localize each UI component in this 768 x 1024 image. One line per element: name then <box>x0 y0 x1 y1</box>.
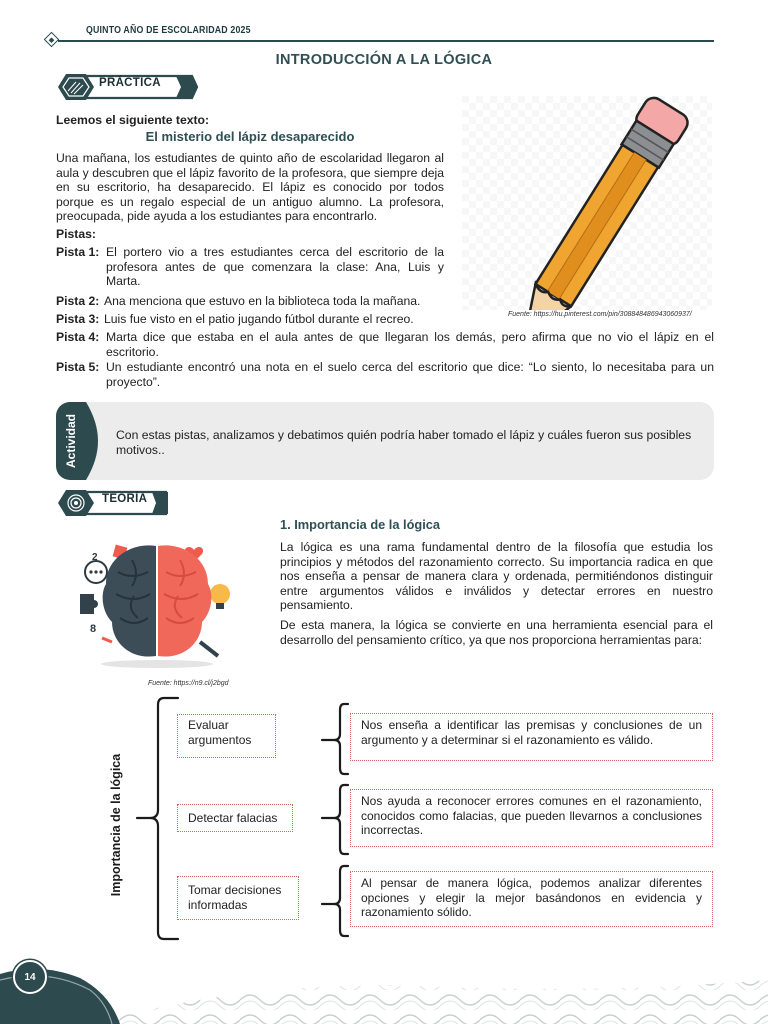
teoria-paragraph-1: La lógica es una rama fundamental dentro de la filosofía que estudia los principios y métodos del razonamiento correcto. Su importancia radica en que nos enseña a pensar de manera clara y ordenada, permitiéndonos distinguir entre argumentos válidos e inválidos y detectar errores en nuestro pensamiento. <box>280 540 713 612</box>
diagram-desc-decisiones <box>350 871 713 927</box>
section-title: 1. Importancia de la lógica <box>280 517 441 532</box>
diagram-desc-text: Nos ayuda a reconocer errores comunes en el razonamiento, conocidos como falacias, que pueden llevarnos a conclusiones incorrectas. <box>361 794 702 837</box>
diagram-desc-text: Nos enseña a identificar las premisas y conclusiones de un argumento y a determinar si el razonamiento es válido. <box>361 718 702 747</box>
pista-label: Pista 5: <box>56 360 100 374</box>
pista-label: Pista 2: <box>56 294 100 308</box>
brain-source: Fuente: https://n9.cl/j2bgd <box>148 680 229 687</box>
diagram-desc-falacias <box>350 789 713 847</box>
diagram-desc-evaluar <box>350 713 713 761</box>
pista-label: Pista 3: <box>56 312 100 326</box>
page-number: 14 <box>13 960 47 994</box>
diagram-item-name: Detectar falacias <box>188 811 278 825</box>
pista-text: Un estudiante encontró una nota en el suelo cerca del escritorio que dice: “Lo siento, lo necesitaba para un proyecto”. <box>106 360 714 389</box>
pistas-label: Pistas: <box>56 227 96 241</box>
pista-text: Luis fue visto en el patio jugando fútbol durante el recreo. <box>104 312 414 326</box>
pista-label: Pista 4: <box>56 330 100 344</box>
pista-text: Marta dice que estaba en el aula antes de que llegaran los demás, pero afirma que no vio el lápiz en el escritorio. <box>106 330 714 359</box>
diagram-item-name: Tomar decisiones informadas <box>188 883 282 912</box>
practica-tag-label: PRÁCTICA <box>99 77 161 89</box>
activity-text: Con estas pistas, analizamos y debatimos quién podría haber tomado el lápiz y cuáles fueron sus posibles motivos.. <box>116 428 692 457</box>
practica-lead: Leemos el siguiente texto: <box>56 113 210 127</box>
footer-decoration <box>0 950 768 1024</box>
brain-number-two: 2 <box>92 552 98 563</box>
diagram-root-text: Importancia de la lógica <box>109 753 123 897</box>
story-title: El misterio del lápiz desaparecido <box>145 129 355 144</box>
pista-text: El portero vio a tres estudiantes cerca del escritorio de la profesora antes de que comenzara la clase: Ana, Luis y Marta. <box>106 245 444 288</box>
diagram-desc-text: Al pensar de manera lógica, podemos analizar diferentes opciones y elegir la mejor basándonos en evidencia y razonamiento sólido. <box>361 876 702 919</box>
activity-label-text: Actividad <box>64 413 79 469</box>
diagram-item-evaluar <box>177 714 276 758</box>
pista-label: Pista 1: <box>56 245 100 259</box>
diagram-item-decisiones <box>177 876 299 920</box>
teoria-paragraph-2: De esta manera, la lógica se convierte en una herramienta esencial para el desarrollo del pensamiento crítico, ya que nos proporciona herramientas para: <box>280 618 713 647</box>
diagram-item-falacias <box>177 804 293 832</box>
story-paragraph: Una mañana, los estudiantes de quinto año de escolaridad llegaron al aula y descubren que el lápiz favorito de la profesora, que siempre deja en su escritorio, ha desaparecido. El lápiz es conocido por todos porque es un regalo especial de un antiguo alumno. La profesora, preocupada, pide ayuda a los estudiantes para encontrarlo. <box>56 151 444 223</box>
header-text: QUINTO AÑO DE ESCOLARIDAD 2025 <box>86 25 251 36</box>
pencil-source: Fuente: https://hu.pinterest.com/pin/308848486943060937/ <box>508 311 692 318</box>
diagram-item-name: Evaluar argumentos <box>188 718 252 747</box>
teoria-tag-label: TEORÍA <box>102 493 148 505</box>
page-title: INTRODUCCIÓN A LA LÓGICA <box>275 52 493 68</box>
brain-number-eight: 8 <box>90 623 97 635</box>
pista-text: Ana menciona que estuvo en la biblioteca toda la mañana. <box>104 294 421 308</box>
